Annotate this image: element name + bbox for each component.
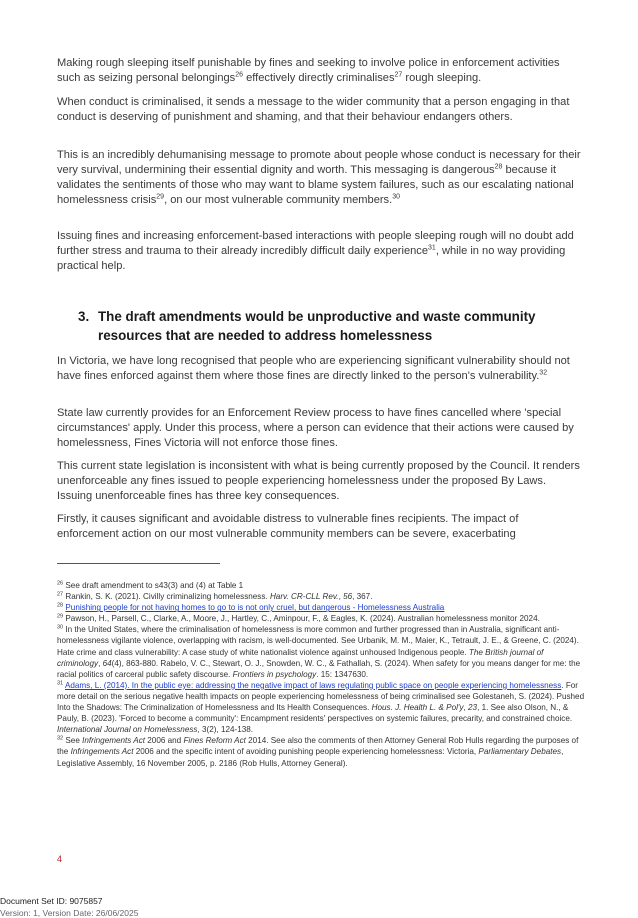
footnotes	[57, 580, 585, 769]
paragraph-dehumanising: This is an incredibly dehumanising message to promote about people whose conduct is necessary for their very survival, undermining their essential dignity and worth. This messaging is dangerous$^{28}$ because it validates the sentiments of those who may want to blame system failures, such as our escalating national homelessness crisis$^{29}$, on our most vulnerable community members.$^{30}$	[57, 149, 581, 206]
footnote-ref-27[interactable]: 27	[394, 71, 403, 79]
footnote-ref-30[interactable]: 30	[392, 193, 400, 201]
paragraph-state-law: State law currently provides for an Enforcement Review process to have fines cancelled where 'special circumstances' apply. Under this process, where a person can evidence that their actions were caused by homelessness, Fines Victoria will not enforce those fines.	[57, 407, 574, 449]
paragraph-criminalises: Making rough sleeping itself punishable by fines and seeking to involve police in enforcement activities such as seizing personal belongings$^{26}$ effectively directly criminalises$^{27}$ rough sleeping.	[57, 57, 560, 84]
footnote-26: $^{26}$ See draft amendment to s43(3) and (4) at Table 1	[57, 580, 244, 590]
footnote-32: $^{32}$ See Infringements Act 2006 and Fines Reform Act 2014. See also the comments of then Attorney General Rob Hulls regarding the purposes of the Infringements Act 2006 and the specific intent of avoiding punishing people experiencing homelessness: Victoria, Parliamentary Debates, Legislative Assembly, 16 November 2005, p. 2186 (Rob Hulls, Attorney General).	[57, 735, 579, 768]
footnote-ref-28[interactable]: 28	[494, 163, 503, 171]
footnote-ref-32[interactable]: 32	[539, 369, 548, 377]
footnote-separator	[57, 563, 220, 564]
page-number: 4	[57, 854, 63, 864]
footnote-30: $^{30}$ In the United States, where the criminalisation of homelessness is more common and further progressed than in Australia, significant anti-homelessness vigilante violence, overlapping with racism, is well-documented. See Urbanik, M. M., Maier, K., Tetrault, J. E., & Greene, C. (2024). Hate crime and class vulnerability: A case study of white nationalist violence against unhoused Indigenous people. The British journal of criminology, 64(4), 863-880. Rabelo, V. C., Stewart, O. J., Snowden, W. C., & Fathallah, S. (2024). When safety for you means danger for me: the racial politics of carceral public safety discourse. Frontiers in psychology. 15: 1347630.	[57, 624, 581, 679]
paragraph-firstly: Firstly, it causes significant and avoidable distress to vulnerable fines recipients. The impact of enforcement action on our most vulnerable community members can be severe, exacerbating	[57, 513, 519, 540]
footnote-ref-26[interactable]: 26	[235, 71, 244, 79]
document-version: Version: 1, Version Date: 26/06/2025	[0, 908, 139, 918]
footnote-29: $^{29}$ Pawson, H., Parsell, C., Clarke, A., Moore, J., Hartley, C., Aminpour, F., & Eagles, K. (2024). Australian homelessness monitor 2024.	[57, 613, 540, 624]
paragraph-victoria: In Victoria, we have long recognised that people who are experiencing significant vulnerability should not have fines enforced against them where those fines are directly linked to the person's vulnerability.$^{32}$	[57, 355, 570, 382]
heading-line-2: resources that are needed to address homelessness	[98, 328, 433, 343]
footnote-ref-29[interactable]: 29	[156, 193, 165, 201]
footnote-27: $^{27}$ Rankin, S. K. (2021). Civilly criminalizing homelessness. Harv. CR-CLL Rev., 56, 367.	[57, 591, 373, 602]
adams-2014-link[interactable]: Adams, L. (2014). In the public eye: addressing the negative impact of laws regulating public space on people experiencing homelessness	[64, 680, 562, 690]
section-heading-3	[78, 307, 588, 345]
section-number: 3.	[78, 309, 90, 324]
homelessness-australia-link[interactable]: Punishing people for not having homes to go to is not only cruel, but dangerous - Homelessness Australia	[65, 603, 445, 613]
footnote-31: $^{31}$ Adams, L. (2014). In the public eye: addressing the negative impact of laws regulating public space on people experiencing homelessness. For more detail on the serious negative health impacts on people experiencing homelessness of being criminalised see Golestaneh, S. (2024). Pushed Into the Shadows: The Criminalization of Homelessness and Its Health Consequences. Hous. J. Health L. & Pol'y, 23, 1. See also Olson, N., & Pauly, B. (2023). 'Forced to become a community': Encampment residents' perspectives on systemic failures, precarity, and constrained choice. International Journal on Homelessness, 3(2), 124-138.	[57, 680, 585, 735]
footnote-28: $^{28}$ Punishing people for not having homes to go to is not only cruel, but dangerous - Homelessness Australia	[57, 602, 445, 613]
paragraph-issuing-fines: Issuing fines and increasing enforcement-based interactions with people sleeping rough will no doubt add further stress and trauma to their already incredibly difficult daily experience$^{31}$, while in no way providing practical help.	[57, 230, 574, 272]
document-id: Document Set ID: 9075857	[0, 896, 103, 906]
paragraph-inconsistent: This current state legislation is inconsistent with what is being currently proposed by the Council. It renders unenforceable any fines issued to people experiencing homelessness under the proposed By Laws. Issuing unenforceable fines has three key consequences.	[57, 460, 580, 502]
paragraph-message: When conduct is criminalised, it sends a message to the wider community that a person engaging in that conduct is deserving of punishment and shaming, and that their behaviour endangers others.	[57, 96, 570, 123]
footnote-ref-31[interactable]: 31	[428, 244, 436, 252]
heading-line-1: The draft amendments would be unproductive and waste community	[98, 309, 536, 324]
